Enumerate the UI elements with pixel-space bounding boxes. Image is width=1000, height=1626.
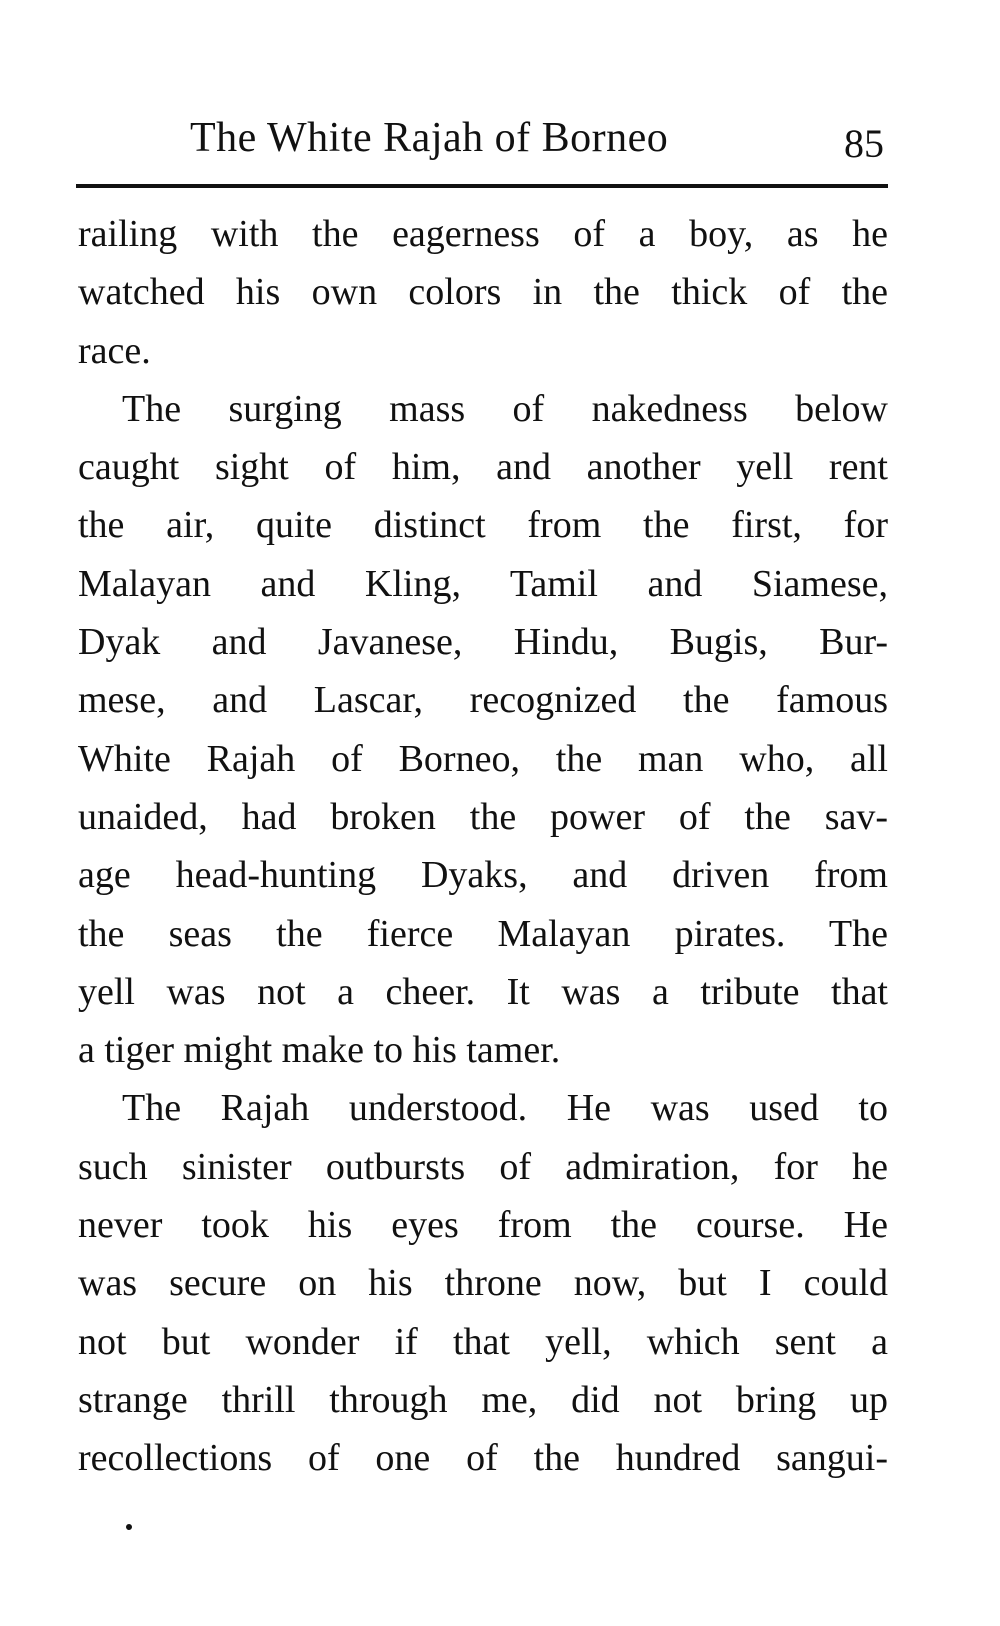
print-speck <box>126 1524 132 1530</box>
text-line: the seas the fierce Malayan pirates. The <box>78 912 888 955</box>
running-head <box>78 112 884 172</box>
text-line: yell was not a cheer. It was a tribute that <box>78 970 888 1013</box>
text-line: race. <box>78 329 151 372</box>
text-line: the air, quite distinct from the first, for <box>78 504 888 547</box>
text-line: not but wonder if that yell, which sent a <box>78 1320 888 1363</box>
text-line: such sinister outbursts of admiration, for he <box>78 1145 888 1188</box>
running-head-title: The White Rajah of Borneo <box>190 115 669 161</box>
text-line: was secure on his throne now, but I could <box>78 1262 888 1305</box>
text-line: watched his own colors in the thick of the <box>78 271 888 314</box>
text-line: railing with the eagerness of a boy, as he <box>78 213 888 255</box>
text-line: Dyak and Javanese, Hindu, Bugis, Bur- <box>78 621 888 664</box>
header-rule <box>76 184 888 188</box>
text-line: a tiger might make to his tamer. <box>78 1029 561 1072</box>
text-line: Malayan and Kling, Tamil and Siamese, <box>78 562 888 605</box>
text-line: never took his eyes from the course. He <box>78 1204 888 1247</box>
page-number: 85 <box>844 121 884 166</box>
text-line: age head-hunting Dyaks, and driven from <box>78 854 888 897</box>
text-line: unaided, had broken the power of the sav- <box>78 795 888 838</box>
text-line: The surging mass of nakedness below <box>122 387 888 430</box>
text-line: strange thrill through me, did not bring up <box>78 1378 888 1421</box>
text-line: mese, and Lascar, recognized the famous <box>78 679 888 722</box>
body-text <box>78 205 888 1488</box>
text-line: White Rajah of Borneo, the man who, all <box>78 737 888 780</box>
text-line: caught sight of him, and another yell rent <box>78 446 888 489</box>
text-line: The Rajah understood. He was used to <box>122 1087 888 1130</box>
text-line: recollections of one of the hundred sangui- <box>78 1437 888 1480</box>
